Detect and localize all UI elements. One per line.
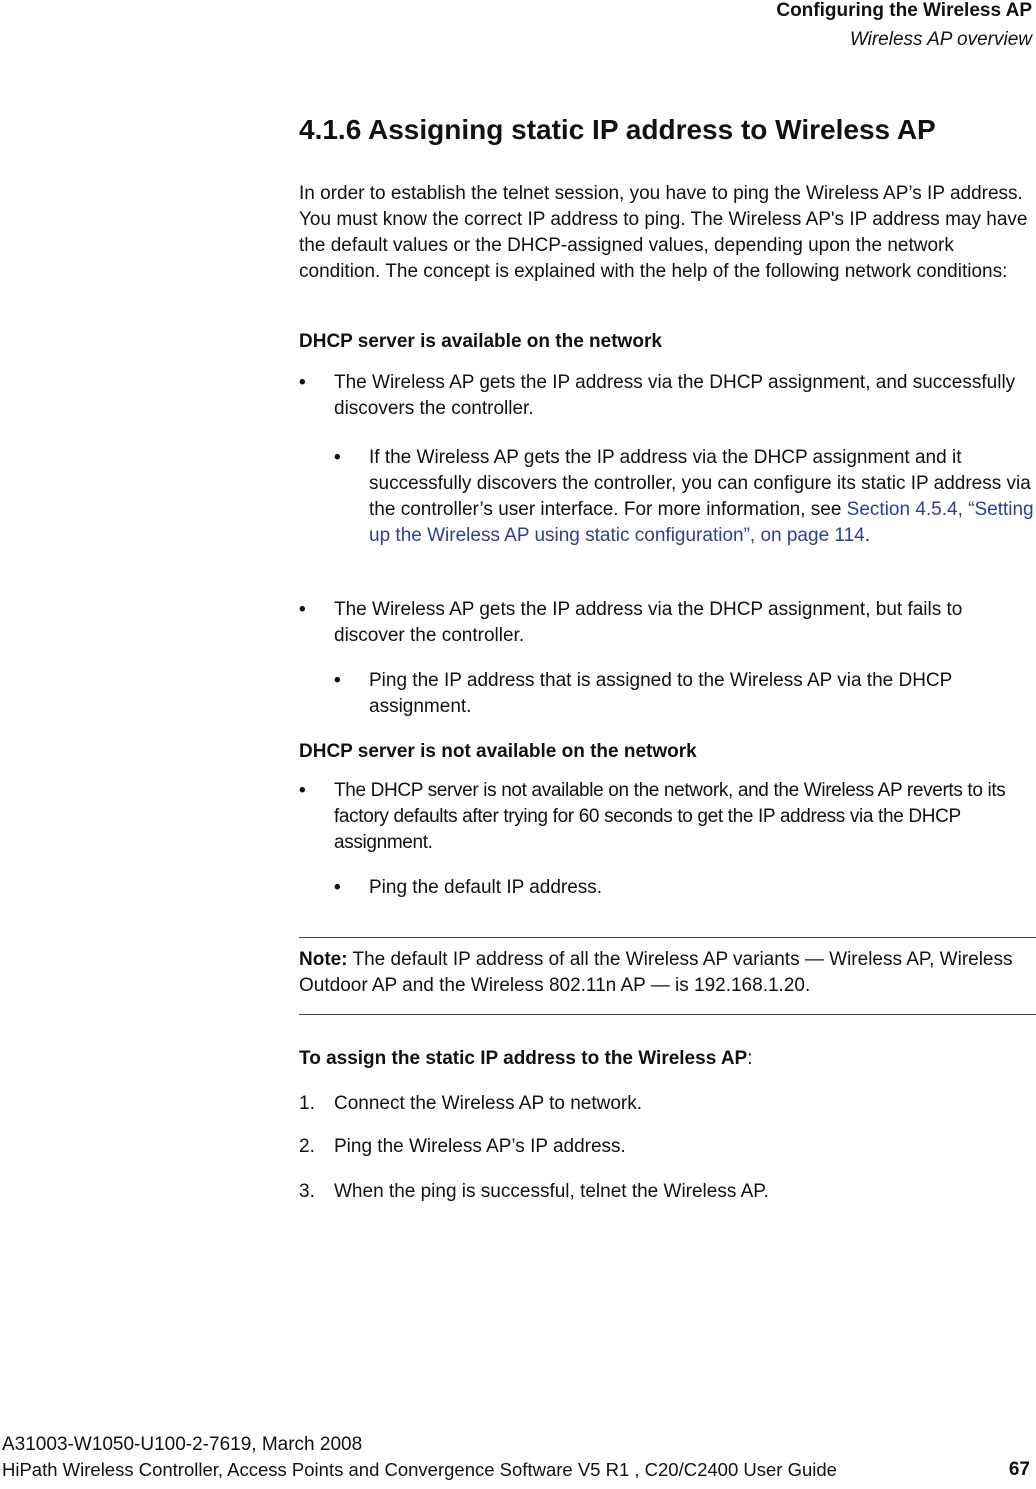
sub-bullet-end: . xyxy=(864,525,870,546)
step-number: 1. xyxy=(299,1093,315,1114)
dhcp-available-sub-bullet-2: Ping the IP address that is assigned to the Wireless AP via the DHCP assignment. xyxy=(369,670,952,717)
step-text: Connect the Wireless AP to network. xyxy=(334,1093,643,1114)
bullet-marker: • xyxy=(299,372,306,393)
note-top-rule xyxy=(299,937,1036,938)
dhcp-available-title: DHCP server is available on the network xyxy=(299,331,662,352)
dhcp-available-bullet-2: The Wireless AP gets the IP address via the DHCP assignment, but fails to discover the controller. xyxy=(334,599,963,646)
procedure-title-text: To assign the static IP address to the Wireless AP xyxy=(299,1048,748,1069)
procedure-title xyxy=(299,1046,1036,1072)
step-number: 3. xyxy=(299,1181,315,1202)
procedure-title-colon: : xyxy=(747,1048,753,1069)
intro-paragraph: In order to establish the telnet session, you have to ping the Wireless AP’s IP address. You must know the correct IP address to ping. The Wireless AP's IP address may have the default values or the DHCP-assigned values, depending upon the network condition. The concept is explained with the help of the following network conditions: xyxy=(299,183,1028,282)
step-text: When the ping is successful, telnet the Wireless AP. xyxy=(334,1181,769,1202)
footer-guide-title: HiPath Wireless Controller, Access Points and Convergence Software V5 R1 , C20/C2400 User Guide xyxy=(2,1459,837,1480)
note-text: The default IP address of all the Wireless AP variants — Wireless AP, Wireless Outdoor AP and the Wireless 802.11n AP — is 192.168.1.20. xyxy=(299,949,1013,996)
running-header-section: Wireless AP overview xyxy=(849,29,1032,50)
step-number: 2. xyxy=(299,1136,315,1157)
dhcp-unavailable-title: DHCP server is not available on the network xyxy=(299,741,697,762)
bullet-marker: • xyxy=(299,599,306,620)
dhcp-available-sub-bullet-1 xyxy=(369,445,1036,549)
sub-bullet-text: If the Wireless AP gets the IP address via the DHCP assignment and it successfully discovers the controller, you can configure its static IP address via the controller’s user interface. For more information, see xyxy=(369,447,1031,520)
footer-page-number: 67 xyxy=(1008,1459,1030,1480)
dhcp-unavailable-sub-bullet-1: Ping the default IP address. xyxy=(369,877,603,898)
section-heading: 4.1.6 Assigning static IP address to Wireless AP xyxy=(299,114,936,145)
step-text: Ping the Wireless AP’s IP address. xyxy=(334,1136,626,1157)
sub-bullet-marker: • xyxy=(334,877,341,898)
dhcp-available-bullet-1: The Wireless AP gets the IP address via the DHCP assignment, and successfully discovers the controller. xyxy=(334,372,1016,419)
note-label: Note: xyxy=(299,949,348,970)
cross-reference-link[interactable]: Section 4.5.4, “Setting up the Wireless AP using static configuration”, on page 114 xyxy=(369,499,1034,546)
bullet-marker: • xyxy=(299,780,306,801)
footer-document-id: A31003-W1050-U100-2-7619, March 2008 xyxy=(2,1434,363,1455)
sub-bullet-marker: • xyxy=(334,670,341,691)
note-bottom-rule xyxy=(299,1014,1036,1015)
running-header-chapter: Configuring the Wireless AP xyxy=(776,0,1032,21)
dhcp-unavailable-bullet-1: The DHCP server is not available on the network, and the Wireless AP reverts to its factory defaults after trying for 60 seconds to get the IP address via the DHCP assignment. xyxy=(334,780,1006,853)
note-block xyxy=(299,947,1036,999)
sub-bullet-marker: • xyxy=(334,447,341,468)
